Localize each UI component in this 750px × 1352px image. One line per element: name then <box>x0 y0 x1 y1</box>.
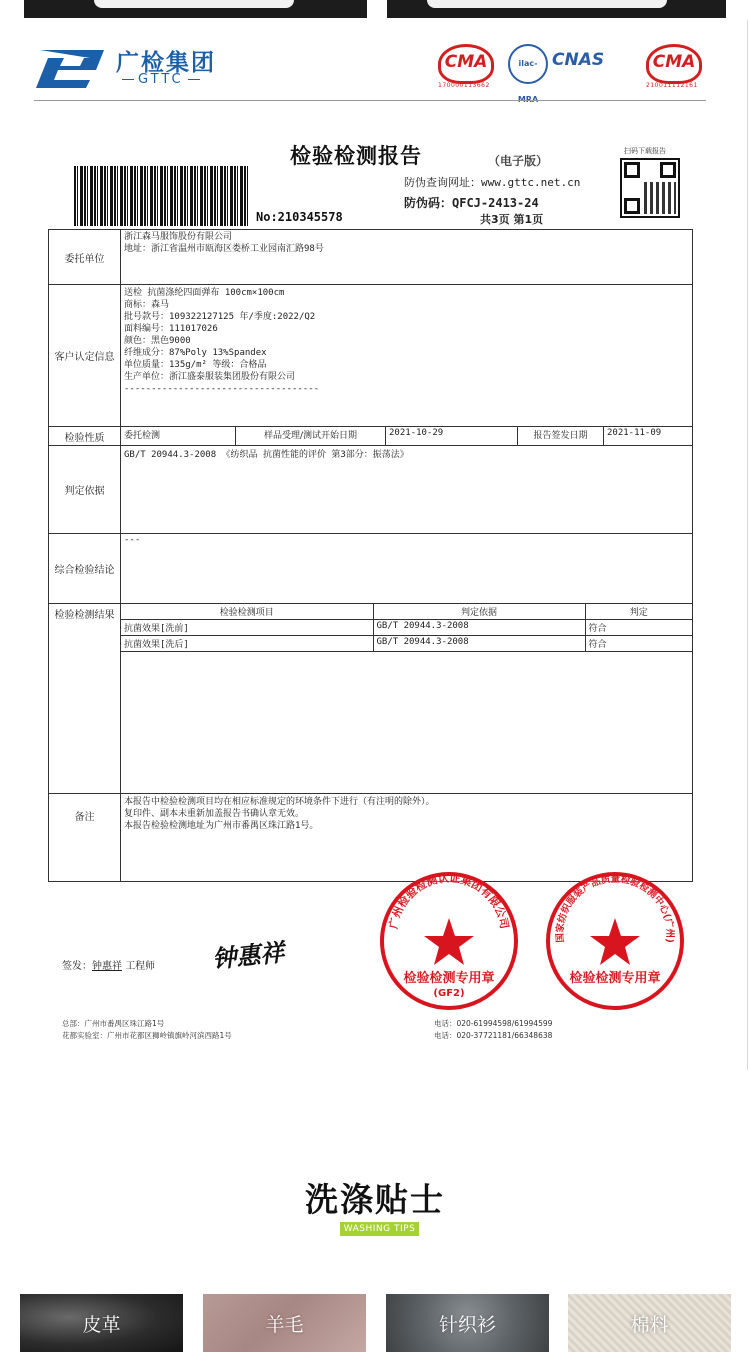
qr-code-icon <box>620 158 680 218</box>
report-header <box>34 42 706 94</box>
nature-label: 检验性质 <box>49 427 121 446</box>
washing-tag: WASHING TIPS <box>340 1222 419 1236</box>
client-label: 委托单位 <box>49 230 121 285</box>
remarks-label: 备注 <box>49 794 121 882</box>
tile-label: 针织衫 <box>438 1313 496 1336</box>
results-verdict: 符合 <box>585 636 692 652</box>
issuer-prefix: 签发： <box>62 961 92 972</box>
issue-date: 2021-11-09 <box>604 427 693 446</box>
info-line: 单位质量：135g/m² 等级：合格品 <box>124 360 267 370</box>
issuer-name: 钟惠祥 <box>92 961 122 972</box>
report-title: 检验检测报告 <box>290 143 422 168</box>
issuer-title: 工程师 <box>125 961 156 972</box>
client-name: 浙江森马服饰股份有限公司 <box>124 232 233 242</box>
basis-value: GB/T 20944.3-2008 《纺织品 抗菌性能的评价 第3部分：振荡法》 <box>121 446 693 534</box>
info-line: 生产单位：浙江盛泰服装集团股份有限公司 <box>124 372 296 382</box>
top-image-left <box>24 0 367 18</box>
results-table <box>121 604 692 652</box>
info-line: 送检 抗菌涤纶四面弹布 100cm×100cm <box>124 288 285 298</box>
brand-name-en: GTTC <box>118 72 204 87</box>
stamp-right-label: 检验检测专用章 <box>569 971 661 986</box>
phone-hq: 电话：020-61994598/61994599 <box>434 1019 553 1028</box>
handwritten-signature: 钟惠祥 <box>210 937 286 974</box>
verification-info <box>404 173 580 213</box>
cma-mark-left: CMA <box>438 44 494 84</box>
results-header: 判定 <box>585 604 692 620</box>
info-line: ------------------------------------ <box>124 384 320 394</box>
tile-label: 皮革 <box>82 1313 121 1336</box>
nature-row <box>49 427 693 446</box>
verify-url: 防伪查询网址：www.gttc.net.cn <box>404 176 581 189</box>
report-subtitle: （电子版） <box>488 154 549 168</box>
page-count: 共3页 第1页 <box>480 213 544 226</box>
sample-date: 2021-10-29 <box>386 427 518 446</box>
results-data-row <box>121 620 692 636</box>
lab-address: 花都实验室：广州市花都区狮岭镇旗岭河滨西路1号 <box>62 1031 232 1040</box>
remarks-line: 复印件、副本未重新加盖报告书确认章无效。 <box>124 809 305 819</box>
addresses <box>62 1018 232 1042</box>
results-data-row <box>121 636 692 652</box>
tile-leather[interactable] <box>20 1294 183 1352</box>
client-address: 地址：浙江省温州市瓯海区娄桥工业园南汇路98号 <box>124 244 324 254</box>
stamp-left <box>378 870 520 1012</box>
phone-lab: 电话：020-37721181/66348638 <box>434 1031 553 1040</box>
stamp-right <box>544 870 686 1012</box>
tile-label: 棉料 <box>630 1313 669 1336</box>
remarks-row <box>49 794 693 882</box>
results-header: 判定依据 <box>373 604 585 620</box>
info-row <box>49 285 693 427</box>
top-image-right <box>387 0 726 18</box>
tile-wool[interactable] <box>203 1294 366 1352</box>
results-item: 抗菌效果[洗后] <box>121 636 373 652</box>
results-row <box>49 604 693 794</box>
top-image-strip <box>0 0 750 18</box>
fabric-tiles <box>20 1294 731 1352</box>
page-edge-rule <box>747 20 748 1070</box>
stamp-left-arc: 广州检验检测认证集团有限公司 <box>387 871 511 930</box>
qr-caption: 扫码下载报告 <box>624 147 666 155</box>
certification-marks <box>438 44 706 90</box>
gttc-logo-icon <box>34 42 106 90</box>
brand-name-cn: 广检集团 <box>116 50 216 76</box>
results-header-row <box>121 604 692 620</box>
results-label: 检验检测结果 <box>49 604 121 794</box>
conclusion-value: --- <box>121 534 693 604</box>
cnas-mark: CNAS <box>552 50 605 70</box>
stamp-left-label: 检验检测专用章 <box>403 971 495 986</box>
cma-number-right: 210011112161 <box>646 82 698 89</box>
verify-code: 防伪码：QFCJ-2413-24 <box>404 196 539 210</box>
results-basis: GB/T 20944.3-2008 <box>373 636 585 652</box>
barcode-icon <box>74 166 250 226</box>
cma-mark-right: CMA <box>646 44 702 84</box>
info-line: 批号款号：109322127125 年/季度:2022/Q2 <box>124 312 316 322</box>
tile-label: 羊毛 <box>265 1313 304 1336</box>
info-line: 颜色：黑色9000 <box>124 336 191 346</box>
phones <box>434 1018 552 1042</box>
basis-label: 判定依据 <box>49 446 121 534</box>
washing-title: 洗涤贴士 <box>305 1180 445 1219</box>
info-line: 纤维成分：87%Poly 13%Spandex <box>124 348 267 358</box>
stamp-right-arc: 国家纺织服装产品质量检验检测中心(广州) <box>554 873 676 944</box>
remarks-line: 本报告检验检测地址为广州市番禺区珠江路1号。 <box>124 821 319 831</box>
report-number: No:210345578 <box>256 210 343 224</box>
results-basis: GB/T 20944.3-2008 <box>373 620 585 636</box>
info-label: 客户认定信息 <box>49 285 121 427</box>
cma-number-left: 170000113662 <box>438 82 490 89</box>
results-verdict: 符合 <box>585 620 692 636</box>
remarks-line: 本报告中检验检测项目均在相应标准规定的环境条件下进行（有注明的除外）。 <box>124 797 435 807</box>
basis-row <box>49 446 693 534</box>
conclusion-label: 综合检验结论 <box>49 534 121 604</box>
results-header: 检验检测项目 <box>121 604 373 620</box>
sample-date-label: 样品受理/测试开始日期 <box>236 427 386 446</box>
tile-cotton[interactable] <box>568 1294 731 1352</box>
ilac-mark: ilac- <box>508 44 548 84</box>
stamp-left-code: (GF2) <box>433 988 465 999</box>
nature-value: 委托检测 <box>121 427 236 446</box>
header-divider <box>34 100 706 101</box>
info-line: 商标：森马 <box>124 300 170 310</box>
info-line: 面料编号：111017026 <box>124 324 218 334</box>
issue-date-label: 报告签发日期 <box>518 427 604 446</box>
report-table <box>48 229 693 882</box>
client-row <box>49 230 693 285</box>
hq-address: 总部：广州市番禺区珠江路1号 <box>62 1019 165 1028</box>
results-item: 抗菌效果[洗前] <box>121 620 373 636</box>
issuer <box>62 957 155 972</box>
tile-knitwear[interactable] <box>386 1294 549 1352</box>
conclusion-row <box>49 534 693 604</box>
